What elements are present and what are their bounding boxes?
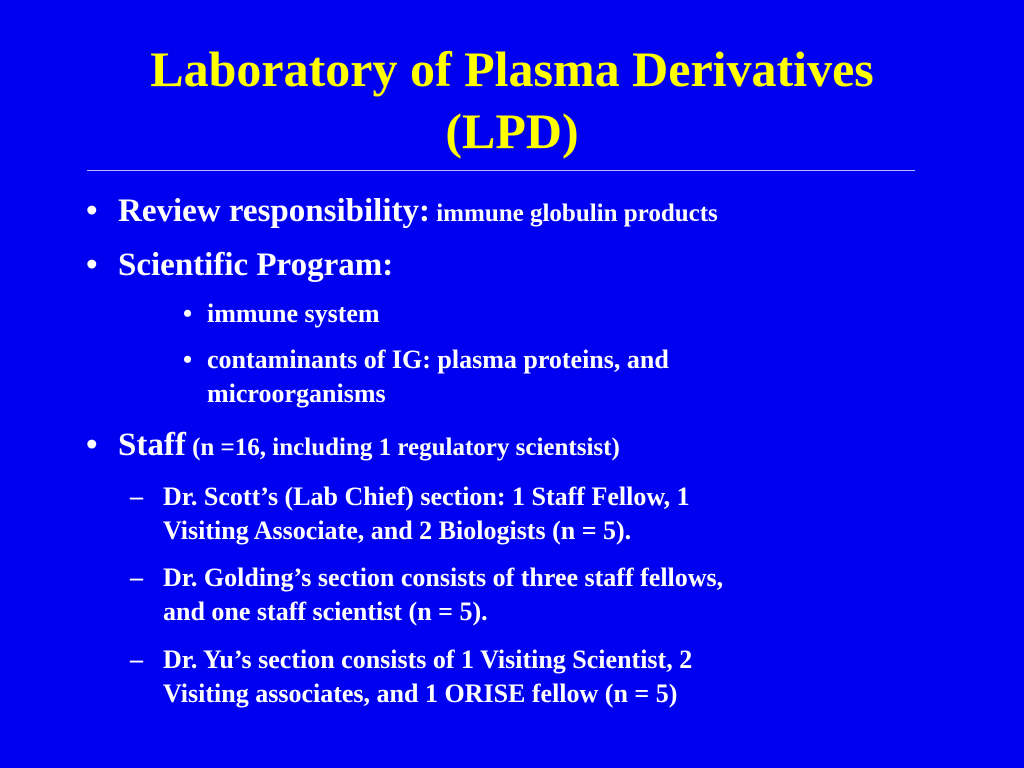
bullet-marker: • [86,427,98,463]
review-value: immune globulin products [429,200,718,227]
staff-item-line2: Visiting associates, and 1 ORISE fellow (n = 5) [163,679,678,708]
review-label: Review responsibility: [118,193,430,229]
bullet-marker: • [86,247,98,283]
staff-item-line2: and one staff scientist (n = 5). [163,597,488,626]
program-item-text: immune system [207,299,380,328]
sub-bullet-marker: • [183,299,193,328]
staff-item-line1: Dr. Scott’s (Lab Chief) section: 1 Staff Fellow, 1 [163,482,690,511]
program-label: Scientific Program: [118,247,394,283]
program-item-text-line1: contaminants of IG: plasma proteins, and [207,345,669,374]
program-item-text-line2: microorganisms [207,379,386,408]
slide-title-line2: (LPD) [445,103,579,159]
staff-label: Staff [118,427,186,463]
dash-marker: – [130,482,143,511]
staff-item-line1: Dr. Golding’s section consists of three staff fellows, [163,563,724,592]
sub-bullet-marker: • [183,345,193,374]
dash-marker: – [130,645,143,674]
staff-value: (n =16, including 1 regulatory scientsist) [185,434,620,461]
dash-marker: – [130,563,143,592]
staff-item-line1: Dr. Yu’s section consists of 1 Visiting Scientist, 2 [163,645,693,674]
bullet-marker: • [86,193,98,229]
staff-item-line2: Visiting Associate, and 2 Biologists (n = 5). [163,516,632,545]
slide-title-line1: Laboratory of Plasma Derivatives [150,41,874,97]
